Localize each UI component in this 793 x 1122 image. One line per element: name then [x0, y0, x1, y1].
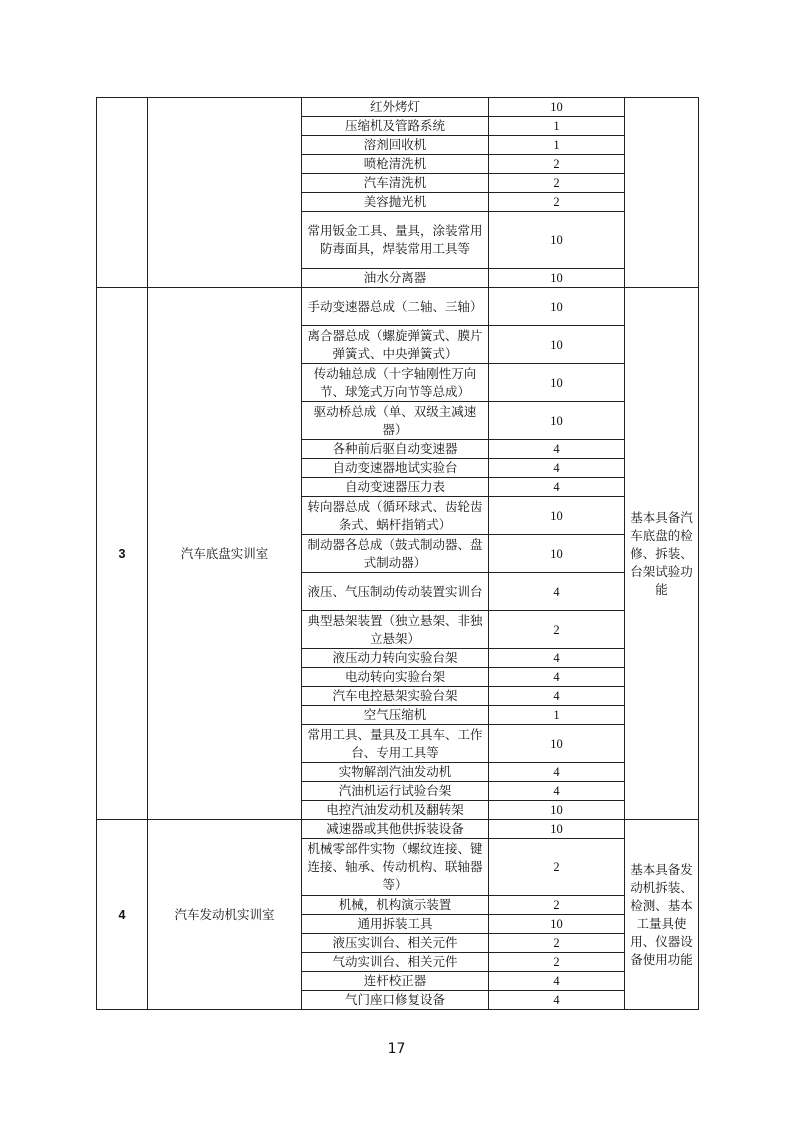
- equipment-quantity: 4: [489, 782, 625, 801]
- equipment-quantity: 10: [489, 497, 625, 535]
- equipment-name: 自动变速器压力表: [302, 478, 489, 497]
- equipment-quantity: 10: [489, 535, 625, 573]
- table-row: [97, 98, 699, 117]
- equipment-name: 常用钣金工具、量具，涂装常用防毒面具，焊装常用工具等: [302, 212, 489, 269]
- equipment-name: 液压实训台、相关元件: [302, 934, 489, 953]
- equipment-name: 气动实训台、相关元件: [302, 953, 489, 972]
- equipment-name: 气门座口修复设备: [302, 991, 489, 1010]
- equipment-name: 转向器总成（循环球式、齿轮齿条式、蜗杆指销式）: [302, 497, 489, 535]
- equipment-quantity: 1: [489, 117, 625, 136]
- equipment-quantity: 10: [489, 326, 625, 364]
- equipment-quantity: 10: [489, 364, 625, 402]
- section-number: 3: [97, 288, 148, 820]
- equipment-name: 手动变速器总成（二轴、三轴）: [302, 288, 489, 326]
- training-room-name: [148, 98, 302, 288]
- equipment-quantity: 10: [489, 725, 625, 763]
- equipment-name: 连杆校正器: [302, 972, 489, 991]
- equipment-name: 红外烤灯: [302, 98, 489, 117]
- equipment-name: 油水分离器: [302, 269, 489, 288]
- function-description: 基本具备发动机拆装、检测、基本工量具使用、仪器设备使用功能: [625, 820, 699, 1010]
- equipment-name: 汽车电控悬架实验台架: [302, 687, 489, 706]
- training-room-name: 汽车底盘实训室: [148, 288, 302, 820]
- equipment-quantity: 4: [489, 687, 625, 706]
- table-row: [97, 288, 699, 326]
- equipment-name: 液压动力转向实验台架: [302, 649, 489, 668]
- equipment-name: 典型悬架装置（独立悬架、非独立悬架）: [302, 611, 489, 649]
- equipment-name: 汽油机运行试验台架: [302, 782, 489, 801]
- equipment-quantity: 10: [489, 915, 625, 934]
- equipment-name: 液压、气压制动传动装置实训台: [302, 573, 489, 611]
- equipment-quantity: 2: [489, 155, 625, 174]
- equipment-quantity: 10: [489, 212, 625, 269]
- equipment-name: 溶剂回收机: [302, 136, 489, 155]
- section-number: [97, 98, 148, 288]
- equipment-quantity: 10: [489, 402, 625, 440]
- equipment-name: 汽车清洗机: [302, 174, 489, 193]
- equipment-name: 机械零部件实物（螺纹连接、键连接、轴承、传动机构、联轴器等）: [302, 839, 489, 896]
- equipment-name: 常用工具、量具及工具车、工作台、专用工具等: [302, 725, 489, 763]
- equipment-name: 实物解剖汽油发动机: [302, 763, 489, 782]
- equipment-quantity: 4: [489, 573, 625, 611]
- section-number: 4: [97, 820, 148, 1010]
- equipment-quantity: 2: [489, 934, 625, 953]
- equipment-quantity: 10: [489, 288, 625, 326]
- equipment-name: 机械，机构演示装置: [302, 896, 489, 915]
- equipment-name: 传动轴总成（十字轴刚性万向节、球笼式万向节等总成）: [302, 364, 489, 402]
- equipment-quantity: 4: [489, 649, 625, 668]
- equipment-quantity: 4: [489, 991, 625, 1010]
- equipment-quantity: 2: [489, 611, 625, 649]
- equipment-name: 美容抛光机: [302, 193, 489, 212]
- equipment-quantity: 10: [489, 98, 625, 117]
- equipment-table-body: [97, 98, 699, 1010]
- equipment-quantity: 4: [489, 972, 625, 991]
- equipment-quantity: 10: [489, 801, 625, 820]
- equipment-quantity: 10: [489, 820, 625, 839]
- equipment-quantity: 10: [489, 269, 625, 288]
- equipment-quantity: 2: [489, 953, 625, 972]
- equipment-name: 喷枪清洗机: [302, 155, 489, 174]
- equipment-quantity: 2: [489, 896, 625, 915]
- table-row: [97, 820, 699, 839]
- equipment-name: 驱动桥总成（单、双级主减速器）: [302, 402, 489, 440]
- training-room-name: 汽车发动机实训室: [148, 820, 302, 1010]
- equipment-name: 自动变速器地试实验台: [302, 459, 489, 478]
- function-description: [625, 98, 699, 288]
- page-number: 17: [387, 1041, 406, 1057]
- equipment-quantity: 4: [489, 440, 625, 459]
- equipment-quantity: 4: [489, 668, 625, 687]
- equipment-name: 空气压缩机: [302, 706, 489, 725]
- equipment-quantity: 4: [489, 763, 625, 782]
- equipment-quantity: 2: [489, 174, 625, 193]
- equipment-table: [96, 97, 699, 1010]
- equipment-quantity: 4: [489, 478, 625, 497]
- equipment-quantity: 2: [489, 839, 625, 896]
- equipment-name: 制动器各总成（鼓式制动器、盘式制动器）: [302, 535, 489, 573]
- equipment-name: 各种前后驱自动变速器: [302, 440, 489, 459]
- equipment-quantity: 1: [489, 706, 625, 725]
- function-description: 基本具备汽车底盘的检修、拆装、台架试验功能: [625, 288, 699, 820]
- equipment-name: 电动转向实验台架: [302, 668, 489, 687]
- equipment-quantity: 1: [489, 136, 625, 155]
- equipment-name: 电控汽油发动机及翻转架: [302, 801, 489, 820]
- equipment-name: 通用拆装工具: [302, 915, 489, 934]
- equipment-name: 减速器或其他供拆装设备: [302, 820, 489, 839]
- equipment-name: 压缩机及管路系统: [302, 117, 489, 136]
- equipment-name: 离合器总成（螺旋弹簧式、膜片弹簧式、中央弹簧式）: [302, 326, 489, 364]
- equipment-quantity: 4: [489, 459, 625, 478]
- equipment-quantity: 2: [489, 193, 625, 212]
